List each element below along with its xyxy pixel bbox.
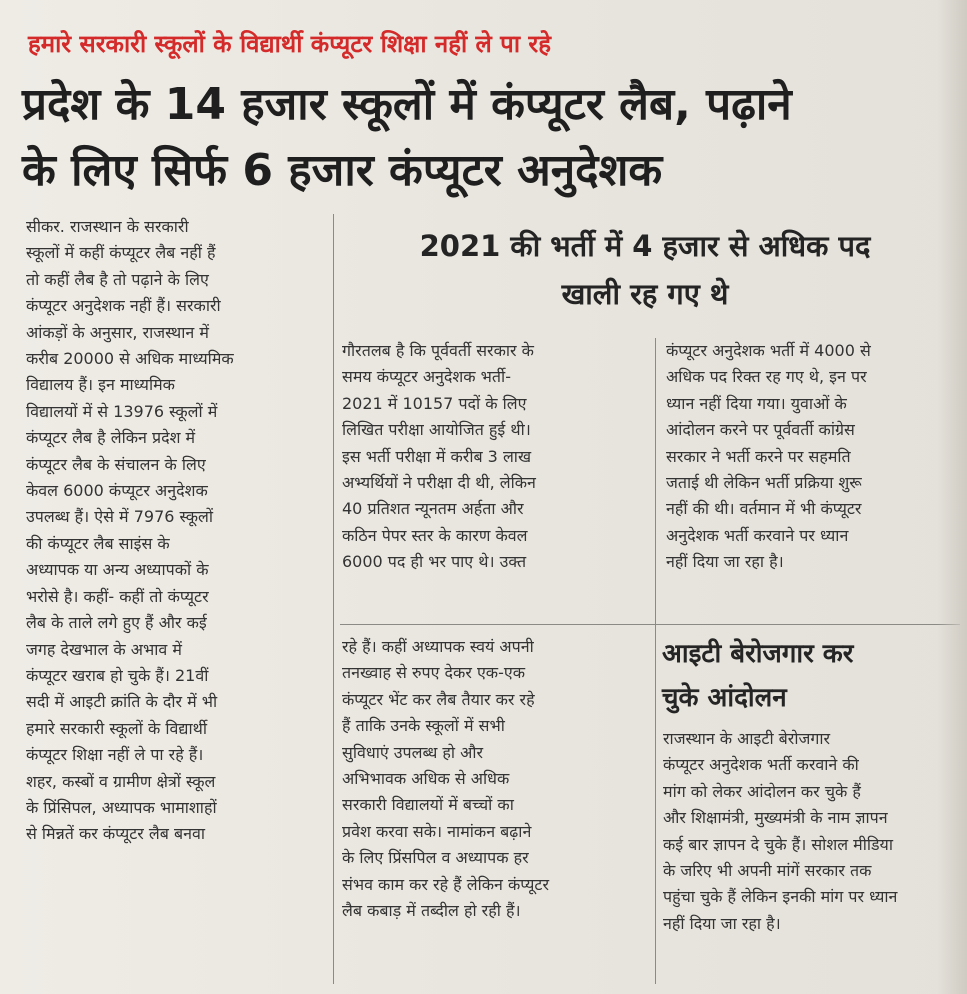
text-line: विद्यालयों में से 13976 स्कूलों में	[26, 401, 218, 421]
text-line: अनुदेशक भर्ती करवाने पर ध्यान	[666, 525, 849, 545]
text-line: हैं ताकि उनके स्कूलों में सभी	[342, 716, 505, 736]
text-line: जगह देखभाल के अभाव में	[26, 639, 182, 659]
text-line: सदी में आइटी क्रांति के दौर में भी	[26, 692, 218, 712]
text-line: अभिभावक अधिक से अधिक	[342, 769, 510, 789]
text-line: के लिए प्रिंसपिल व अध्यापक हर	[342, 848, 529, 868]
text-line: कंप्यूटर अनुदेशक भर्ती में 4000 से	[666, 341, 871, 360]
text-line: केवल 6000 कंप्यूटर अनुदेशक	[26, 481, 208, 501]
text-line: कठिन पेपर स्तर के कारण केवल	[342, 525, 528, 545]
column-2-bottom	[342, 634, 642, 924]
paper-edge-shadow	[937, 0, 967, 994]
text-line: कंप्यूटर शिक्षा नहीं ले पा रहे हैं।	[26, 745, 204, 765]
text-line: रहे हैं। कहीं अध्यापक स्वयं अपनी	[342, 637, 534, 656]
subhead-line: 2021 की भर्ती में 4 हजार से अधिक पद	[419, 229, 871, 263]
kicker-headline: हमारे सरकारी स्कूलों के विद्यार्थी कंप्यूटर शिक्षा नहीं ले पा रहे	[28, 30, 551, 58]
subhead-line: खाली रह गए थे	[561, 277, 729, 311]
text-line: सुविधाएं उपलब्ध हो और	[342, 742, 484, 762]
text-line: इस भर्ती परीक्षा में करीब 3 लाख	[342, 446, 532, 466]
text-line: जताई थी लेकिन भर्ती प्रक्रिया शुरू	[666, 473, 862, 493]
text-line: नहीं दिया जा रहा है।	[663, 913, 781, 933]
text-line: भरोसे है। कहीं- कहीं तो कंप्यूटर	[26, 586, 209, 606]
section-rule	[340, 624, 960, 625]
text-line: सीकर. राजस्थान के सरकारी	[26, 217, 189, 236]
text-line: राजस्थान के आइटी बेरोजगार	[663, 729, 831, 748]
text-line: तो कहीं लैब है तो पढ़ाने के लिए	[26, 269, 209, 289]
text-line: 6000 पद ही भर पाए थे। उक्त	[342, 552, 527, 572]
text-line: समय कंप्यूटर अनुदेशक भर्ती-	[342, 367, 511, 387]
headline-line: के लिए सिर्फ 6 हजार कंप्यूटर अनुदेशक	[22, 145, 663, 196]
column-1	[26, 214, 326, 848]
sidehead-line: चुके आंदोलन	[662, 683, 787, 713]
text-line: पहुंचा चुके हैं लेकिन इनकी मांग पर ध्यान	[663, 887, 898, 907]
text-line: अधिक पद रिक्त रह गए थे, इन पर	[666, 367, 867, 387]
text-line: 40 प्रतिशत न्यूनतम अर्हता और	[342, 499, 524, 519]
text-line: मांग को लेकर आंदोलन कर चुके हैं	[663, 781, 861, 801]
text-line: ध्यान नहीं दिया गया। युवाओं के	[666, 393, 847, 413]
text-line: स्कूलों में कहीं कंप्यूटर लैब नहीं हैं	[26, 243, 216, 263]
text-line: के जरिए भी अपनी मांगें सरकार तक	[663, 861, 872, 881]
column-rule	[655, 338, 656, 984]
sub-headline	[345, 222, 945, 318]
text-line: कंप्यूटर खराब हो चुके हैं। 21वीं	[26, 665, 209, 685]
text-line: के प्रिंसिपल, अध्यापक भामाशाहों	[26, 797, 217, 817]
text-line: सरकार ने भर्ती करने पर सहमति	[666, 446, 851, 466]
headline-line: प्रदेश के 14 हजार स्कूलों में कंप्यूटर लैब, पढ़ाने	[22, 79, 792, 130]
text-line: हमारे सरकारी स्कूलों के विद्यार्थी	[26, 718, 208, 738]
text-line: लिखित परीक्षा आयोजित हुई थी।	[342, 420, 531, 440]
text-line: आंकड़ों के अनुसार, राजस्थान में	[26, 322, 209, 342]
text-line: सरकारी विद्यालयों में बच्चों का	[342, 795, 514, 815]
text-line: विद्यालय हैं। इन माध्यमिक	[26, 375, 175, 395]
column-rule	[333, 214, 334, 984]
text-line: शहर, कस्बों व ग्रामीण क्षेत्रों स्कूल	[26, 771, 216, 791]
column-3-top	[666, 338, 958, 576]
text-line: लैब के ताले लगे हुए हैं और कई	[26, 613, 207, 633]
text-line: 2021 में 10157 पदों के लिए	[342, 393, 527, 413]
text-line: कंप्यूटर लैब है लेकिन प्रदेश में	[26, 428, 196, 448]
side-headline	[662, 632, 962, 720]
text-line: कंप्यूटर अनुदेशक नहीं हैं। सरकारी	[26, 296, 221, 316]
text-line: आंदोलन करने पर पूर्ववर्ती कांग्रेस	[666, 420, 855, 440]
text-line: कंप्यूटर अनुदेशक भर्ती करवाने की	[663, 755, 859, 775]
column-2-top	[342, 338, 642, 576]
text-line: और शिक्षामंत्री, मुख्यमंत्री के नाम ज्ञापन	[663, 808, 888, 828]
sidehead-line: आइटी बेरोजगार कर	[662, 639, 854, 669]
text-line: संभव काम कर रहे हैं लेकिन कंप्यूटर	[342, 874, 549, 894]
text-line: अध्यापक या अन्य अध्यापकों के	[26, 560, 209, 580]
column-3-bottom	[663, 726, 959, 937]
text-line: अभ्यर्थियों ने परीक्षा दी थी, लेकिन	[342, 473, 536, 493]
text-line: करीब 20000 से अधिक माध्यमिक	[26, 349, 234, 369]
text-line: उपलब्ध हैं। ऐसे में 7976 स्कूलों	[26, 507, 214, 527]
text-line: कई बार ज्ञापन दे चुके हैं। सोशल मीडिया	[663, 834, 893, 854]
text-line: प्रवेश करवा सके। नामांकन बढ़ाने	[342, 821, 532, 841]
text-line: तनख्वाह से रुपए देकर एक-एक	[342, 663, 525, 683]
text-line: गौरतलब है कि पूर्ववर्ती सरकार के	[342, 341, 534, 360]
text-line: नहीं दिया जा रहा है।	[666, 552, 784, 572]
text-line: कंप्यूटर भेंट कर लैब तैयार कर रहे	[342, 689, 535, 709]
main-headline	[22, 72, 952, 204]
text-line: कंप्यूटर लैब के संचालन के लिए	[26, 454, 206, 474]
text-line: नहीं की थी। वर्तमान में भी कंप्यूटर	[666, 499, 862, 519]
text-line: लैब कबाड़ में तब्दील हो रही हैं।	[342, 901, 521, 921]
text-line: से मिन्नतें कर कंप्यूटर लैब बनवा	[26, 824, 206, 844]
text-line: की कंप्यूटर लैब साइंस के	[26, 533, 170, 553]
